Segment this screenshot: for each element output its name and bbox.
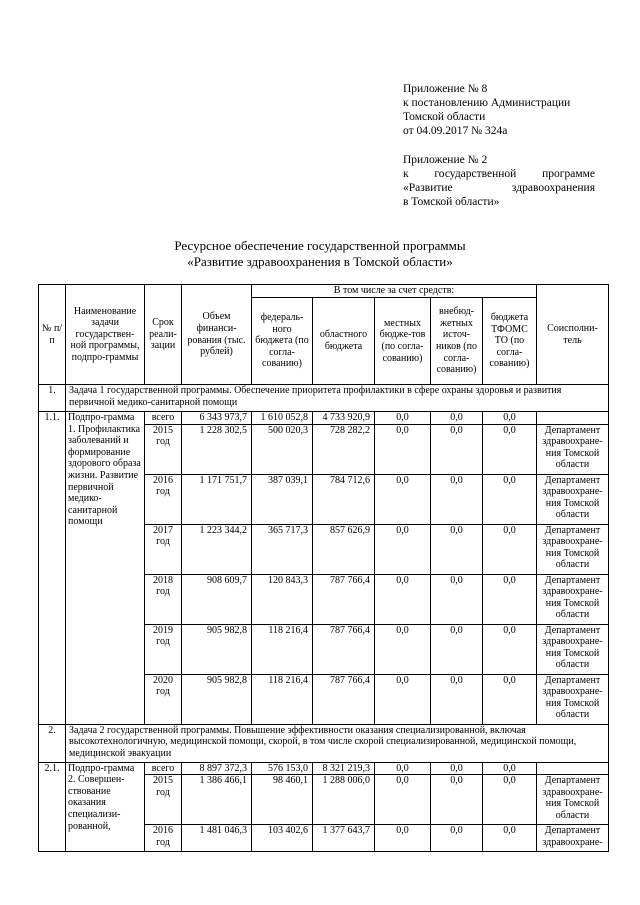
sub1-exec: Департамент здравоохране-ния Томской области: [537, 424, 609, 474]
sub1-exec: Департамент здравоохране-ния Томской области: [537, 574, 609, 624]
appendix-8-resolution: к постановлению Администрации: [403, 97, 571, 109]
appendix-8-block: [403, 82, 595, 138]
sub2-extra: 0,0: [431, 825, 483, 852]
header-federal: федераль-ного бюджета (по согла-сованию): [252, 298, 313, 385]
sub1-volume: 1 228 302,5: [182, 424, 252, 474]
sub1-extra: 0,0: [431, 524, 483, 574]
header-num: № п/п: [39, 285, 66, 385]
sub2-federal: 576 153,0: [252, 762, 313, 775]
sub2-tfoms: 0,0: [483, 775, 537, 825]
sub1-extra: 0,0: [431, 412, 483, 425]
sub2-volume: 1 481 046,3: [182, 825, 252, 852]
sub2-exec: Департамент здравоохране-ния Томской области: [537, 775, 609, 825]
sub1-regional: 728 282,2: [313, 424, 375, 474]
sub1-local: 0,0: [375, 474, 431, 524]
table-header-row-1: [39, 285, 609, 298]
header-including: В том числе за счет средств:: [252, 285, 537, 298]
header-executor: Соисполни-тель: [537, 285, 609, 385]
resource-table: [38, 284, 609, 852]
sub1-regional: 4 733 920,9: [313, 412, 375, 425]
header-name: Наименование задачи государствен-ной программы, подпро-граммы: [66, 285, 145, 385]
appendix-2-program: к государственной программе: [403, 168, 595, 180]
sub1-local: 0,0: [375, 624, 431, 674]
sub1-regional: 787 766,4: [313, 574, 375, 624]
sub1-federal: 387 039,1: [252, 474, 313, 524]
sub1-local: 0,0: [375, 424, 431, 474]
appendix-2-program-region: в Томской области»: [403, 196, 500, 208]
sub2-local: 0,0: [375, 775, 431, 825]
task-2-text: Задача 2 государственной программы. Повышение эффективности оказания специализированной, включая высокотехнологичную, медицинской помощи, скорой, в том числе скорой специализированной, медицинской помощи, медицинской эвакуации: [66, 724, 609, 762]
sub1-tfoms: 0,0: [483, 624, 537, 674]
appendix-8-region: Томской области: [403, 111, 486, 123]
sub1-term: 2019 год: [145, 624, 182, 674]
sub1-exec: [537, 412, 609, 425]
sub1-federal: 118 216,4: [252, 674, 313, 724]
sub2-exec: [537, 762, 609, 775]
sub2-exec: Департамент здравоохране-: [537, 825, 609, 852]
sub2-name: Подпро-грамма 2. Совершен-ствование оказания специализи-рованной,: [66, 762, 145, 852]
appendix-8-title: Приложение № 8: [403, 83, 488, 95]
sub1-local: 0,0: [375, 674, 431, 724]
appendix-2-title: Приложение № 2: [403, 154, 488, 166]
sub2-term: 2015 год: [145, 775, 182, 825]
sub2-num: 2.1.: [39, 762, 66, 852]
sub1-regional: 787 766,4: [313, 674, 375, 724]
sub1-term: 2020 год: [145, 674, 182, 724]
task-2-num: 2.: [39, 724, 66, 762]
header-regional: областного бюджета: [313, 298, 375, 385]
sub1-row-total: [39, 412, 609, 425]
sub1-volume: 1 171 751,7: [182, 474, 252, 524]
sub1-local: 0,0: [375, 574, 431, 624]
sub1-term: 2017 год: [145, 524, 182, 574]
sub2-extra: 0,0: [431, 775, 483, 825]
sub1-extra: 0,0: [431, 674, 483, 724]
sub2-federal: 98 460,1: [252, 775, 313, 825]
sub1-exec: Департамент здравоохране-ния Томской области: [537, 524, 609, 574]
sub1-volume: 905 982,8: [182, 624, 252, 674]
sub1-tfoms: 0,0: [483, 674, 537, 724]
task-1-text: Задача 1 государственной программы. Обеспечение приоритета профилактики в сфере охраны здоровья и развития первичной медико-санитарной помощи: [66, 385, 609, 412]
sub2-regional: 1 377 643,7: [313, 825, 375, 852]
sub1-volume: 905 982,8: [182, 674, 252, 724]
sub1-tfoms: 0,0: [483, 412, 537, 425]
sub1-volume: 1 223 344,2: [182, 524, 252, 574]
sub1-tfoms: 0,0: [483, 424, 537, 474]
sub2-term: всего: [145, 762, 182, 775]
sub2-federal: 103 402,6: [252, 825, 313, 852]
header-term: Срок реали-зации: [145, 285, 182, 385]
sub2-local: 0,0: [375, 762, 431, 775]
header-volume: Объем финанси-рования (тыс. рублей): [182, 285, 252, 385]
sub2-volume: 1 386 466,1: [182, 775, 252, 825]
sub1-tfoms: 0,0: [483, 574, 537, 624]
sub1-tfoms: 0,0: [483, 474, 537, 524]
task-row-2: [39, 724, 609, 762]
appendix-8-date: от 04.09.2017 № 324а: [403, 125, 508, 137]
sub1-term: всего: [145, 412, 182, 425]
sub2-volume: 8 897 372,3: [182, 762, 252, 775]
sub1-federal: 118 216,4: [252, 624, 313, 674]
sub1-exec: Департамент здравоохране-ния Томской области: [537, 624, 609, 674]
sub1-exec: Департамент здравоохране-ния Томской области: [537, 674, 609, 724]
appendix-2-block: [403, 153, 595, 209]
sub1-local: 0,0: [375, 412, 431, 425]
header-extrabudget: внебюд-жетных источ-ников (по согла-сованию): [431, 298, 483, 385]
sub1-term: 2018 год: [145, 574, 182, 624]
sub1-extra: 0,0: [431, 474, 483, 524]
task-row-1: [39, 385, 609, 412]
sub1-local: 0,0: [375, 524, 431, 574]
sub1-name: Подпро-грамма 1. Профилактика заболеваний и формирование здорового образа жизни. Развитие первичной медико-санитарной помощи: [66, 412, 145, 725]
sub1-extra: 0,0: [431, 574, 483, 624]
sub2-tfoms: 0,0: [483, 825, 537, 852]
document-title: [20, 238, 620, 270]
sub1-tfoms: 0,0: [483, 524, 537, 574]
header-tfoms: бюджета ТФОМС ТО (по согла-сованию): [483, 298, 537, 385]
sub1-exec: Департамент здравоохране-ния Томской области: [537, 474, 609, 524]
sub1-regional: 857 626,9: [313, 524, 375, 574]
sub1-federal: 120 843,3: [252, 574, 313, 624]
sub1-regional: 787 766,4: [313, 624, 375, 674]
sub2-local: 0,0: [375, 825, 431, 852]
sub1-volume: 908 609,7: [182, 574, 252, 624]
sub1-federal: 365 717,3: [252, 524, 313, 574]
sub2-tfoms: 0,0: [483, 762, 537, 775]
appendix-2-program-name: «Развитие здравоохранения: [403, 182, 595, 194]
sub1-term: 2016 год: [145, 474, 182, 524]
sub2-regional: 8 321 219,3: [313, 762, 375, 775]
document-title-line-1: Ресурсное обеспечение государственной программы: [174, 238, 466, 253]
sub2-term: 2016 год: [145, 825, 182, 852]
document-title-line-2: «Развитие здравоохранения в Томской области»: [187, 254, 453, 269]
sub1-extra: 0,0: [431, 624, 483, 674]
sub1-federal: 1 610 052,8: [252, 412, 313, 425]
sub1-regional: 784 712,6: [313, 474, 375, 524]
sub1-num: 1.1.: [39, 412, 66, 725]
sub2-row-total: [39, 762, 609, 775]
sub1-volume: 6 343 973,7: [182, 412, 252, 425]
sub1-term: 2015 год: [145, 424, 182, 474]
task-1-num: 1.: [39, 385, 66, 412]
sub1-extra: 0,0: [431, 424, 483, 474]
sub1-federal: 500 020,3: [252, 424, 313, 474]
sub2-regional: 1 288 006,0: [313, 775, 375, 825]
sub2-extra: 0,0: [431, 762, 483, 775]
header-local: местных бюдже-тов (по согла-сованию): [375, 298, 431, 385]
